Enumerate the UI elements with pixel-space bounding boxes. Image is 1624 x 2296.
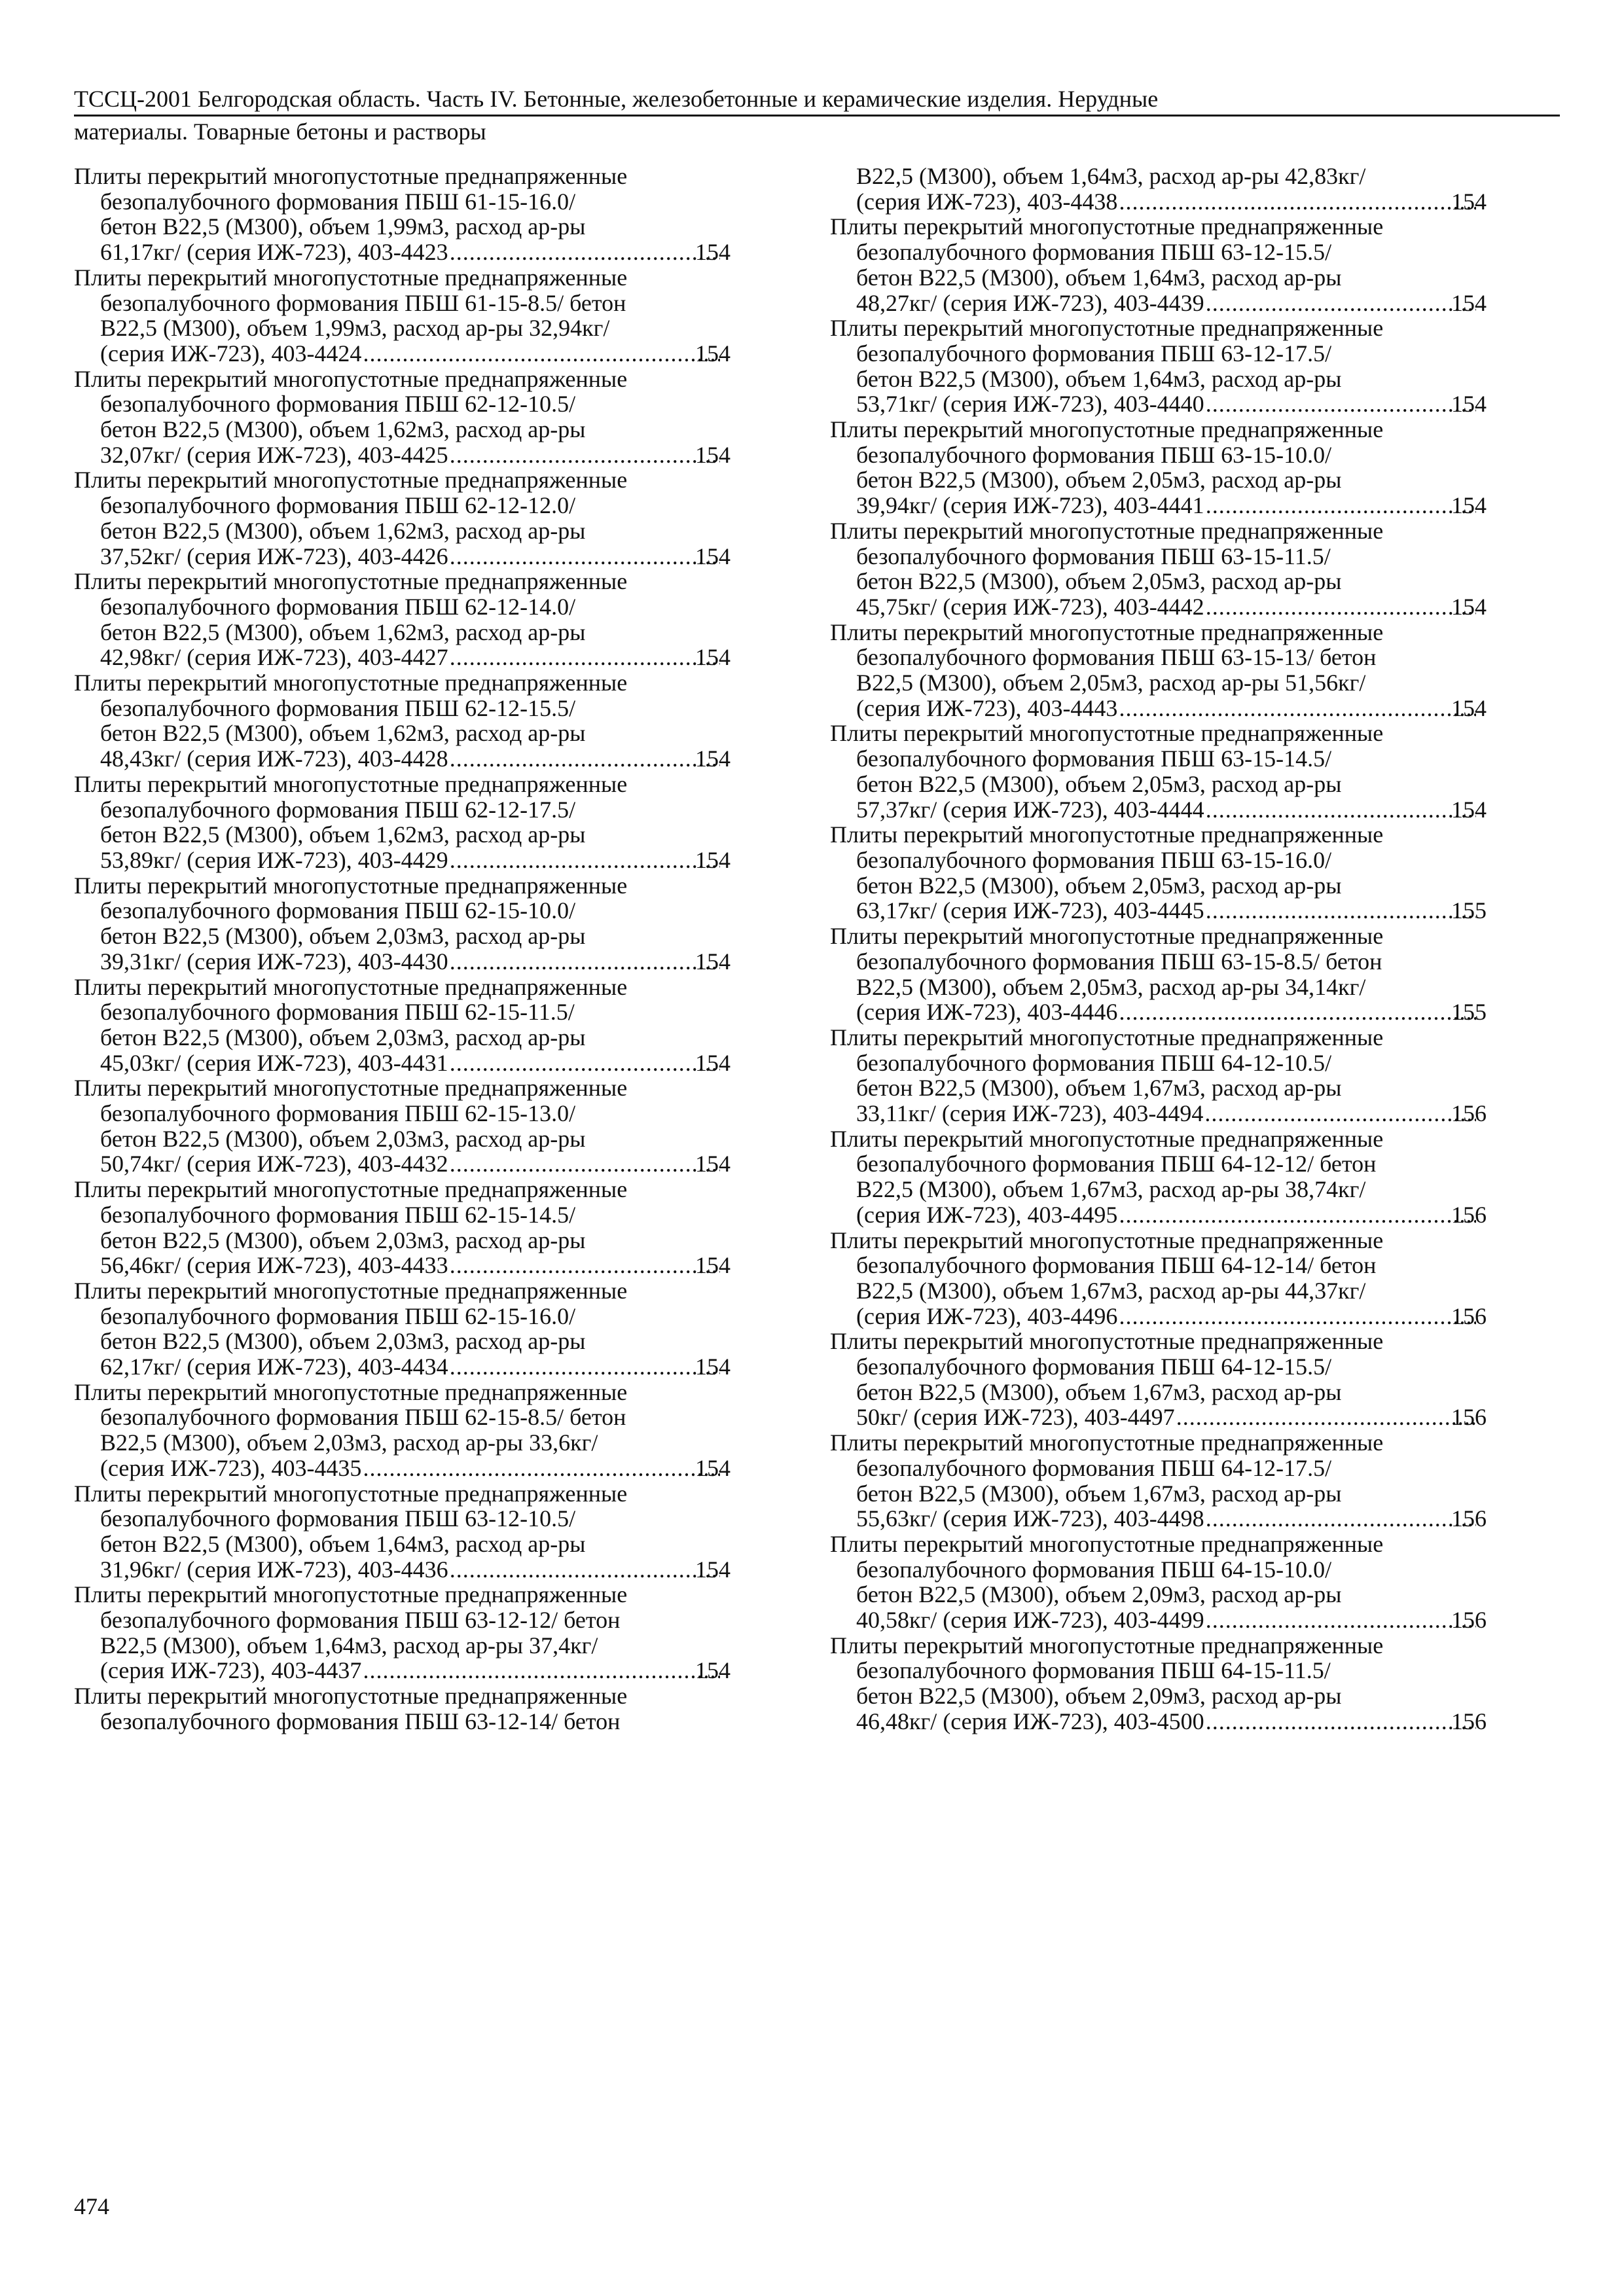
- entry-page-ref: 156: [1451, 1708, 1487, 1734]
- index-entry: [74, 265, 731, 367]
- entry-line: Плиты перекрытий многопустотные преднапряженные: [74, 1075, 628, 1102]
- dot-leader: [1119, 1202, 1476, 1228]
- right-column: [830, 164, 1487, 1734]
- dot-leader: [450, 746, 720, 772]
- entry-text: 50,74кг/ (серия ИЖ-723), 403-4432: [100, 1151, 448, 1177]
- header-line-2: материалы. Товарные бетоны и растворы: [74, 118, 486, 145]
- index-entry: [830, 721, 1487, 822]
- entry-page-ref: 154: [1451, 289, 1487, 316]
- entry-line: бетон В22,5 (М300), объем 2,05м3, расход ар-ры: [856, 467, 1342, 493]
- entry-text: 33,11кг/ (серия ИЖ-723), 403-4494: [856, 1100, 1204, 1127]
- entry-line: безопалубочного формования ПБШ 64-12-15.5/: [856, 1354, 1332, 1380]
- dot-leader: [450, 1151, 720, 1177]
- entry-last-line: [100, 240, 731, 265]
- entry-line: безопалубочного формования ПБШ 63-15-14.5/: [856, 745, 1332, 772]
- index-entry: [830, 822, 1487, 924]
- entry-page-ref: 154: [695, 1354, 731, 1380]
- dot-leader: [1206, 898, 1476, 924]
- entry-page-ref: 154: [695, 340, 731, 367]
- entry-line: безопалубочного формования ПБШ 63-12-17.5/: [856, 340, 1332, 367]
- entry-line: безопалубочного формования ПБШ 62-15-13.0/: [100, 1100, 576, 1127]
- entry-line: безопалубочного формования ПБШ 62-15-14.5/: [100, 1201, 576, 1228]
- index-entry: [830, 315, 1487, 417]
- entry-line: Плиты перекрытий многопустотные преднапряженные: [830, 1125, 1384, 1152]
- dot-leader: [1206, 391, 1476, 417]
- entry-page-ref: 154: [695, 1252, 731, 1279]
- entry-last-line: [100, 1658, 731, 1683]
- entry-line: Плиты перекрытий многопустотные преднапряженные: [74, 365, 628, 392]
- dot-leader: [1206, 594, 1476, 620]
- entry-text: 53,89кг/ (серия ИЖ-723), 403-4429: [100, 846, 448, 873]
- entry-line: Плиты перекрытий многопустотные преднапряженные: [830, 315, 1384, 342]
- entry-line: Плиты перекрытий многопустотные преднапряженные: [830, 416, 1384, 443]
- entry-line: бетон В22,5 (М300), объем 1,62м3, расход ар-ры: [100, 517, 586, 544]
- dot-leader: [450, 442, 720, 468]
- entry-page-ref: 154: [1451, 593, 1487, 620]
- entry-line: В22,5 (М300), объем 2,05м3, расход ар-ры 51,56кг/: [856, 670, 1366, 696]
- entry-last-line: [856, 1304, 1487, 1329]
- entry-line: В22,5 (М300), объем 1,64м3, расход ар-ры 37,4кг/: [100, 1632, 598, 1659]
- entry-text: 46,48кг/ (серия ИЖ-723), 403-4500: [856, 1708, 1204, 1734]
- entry-last-line: [856, 291, 1487, 316]
- entry-line: В22,5 (М300), объем 1,67м3, расход ар-ры 38,74кг/: [856, 1176, 1366, 1203]
- dot-leader: [450, 544, 720, 569]
- entry-text: 62,17кг/ (серия ИЖ-723), 403-4434: [100, 1354, 448, 1380]
- entry-line: бетон В22,5 (М300), объем 2,03м3, расход ар-ры: [100, 923, 586, 950]
- page-number: 474: [74, 2193, 109, 2219]
- entry-text: 48,27кг/ (серия ИЖ-723), 403-4439: [856, 289, 1204, 316]
- index-entry: [74, 164, 731, 265]
- entry-last-line: [856, 696, 1487, 721]
- entry-last-line: [100, 645, 731, 670]
- entry-page-ref: 154: [695, 644, 731, 671]
- entry-last-line: [856, 1101, 1487, 1126]
- entry-last-line: [100, 1354, 731, 1380]
- entry-line: бетон В22,5 (М300), объем 1,62м3, расход ар-ры: [100, 821, 586, 848]
- dot-leader: [1206, 1709, 1476, 1734]
- entry-text: (серия ИЖ-723), 403-4435: [100, 1454, 362, 1481]
- dot-leader: [450, 949, 720, 975]
- entry-text: (серия ИЖ-723), 403-4495: [856, 1201, 1118, 1228]
- entry-line: В22,5 (М300), объем 1,99м3, расход ар-ры 32,94кг/: [100, 315, 610, 342]
- entry-last-line: [100, 1050, 731, 1076]
- dot-leader: [1206, 291, 1476, 316]
- dot-leader: [1206, 1607, 1476, 1633]
- entry-line: Плиты перекрытий многопустотные преднапряженные: [74, 264, 628, 291]
- index-entry: [74, 1380, 731, 1481]
- index-entry: [830, 620, 1487, 721]
- entry-text: 55,63кг/ (серия ИЖ-723), 403-4498: [856, 1505, 1204, 1532]
- entry-last-line: [856, 594, 1487, 620]
- entry-line: бетон В22,5 (М300), объем 1,62м3, расход ар-ры: [100, 720, 586, 747]
- index-entry: [74, 367, 731, 468]
- entry-line: бетон В22,5 (М300), объем 2,05м3, расход ар-ры: [856, 568, 1342, 595]
- entry-last-line: [100, 1253, 731, 1278]
- entry-line: безопалубочного формования ПБШ 62-15-16.0/: [100, 1302, 576, 1329]
- entry-line: безопалубочного формования ПБШ 62-15-8.5/ бетон: [100, 1404, 626, 1431]
- dot-leader: [1204, 1101, 1476, 1126]
- index-entry: [830, 1633, 1487, 1734]
- entry-line: Плиты перекрытий многопустотные преднапряженные: [830, 1429, 1384, 1456]
- index-entry: [830, 1430, 1487, 1532]
- entry-line: безопалубочного формования ПБШ 63-12-10.5/: [100, 1505, 576, 1532]
- entry-line: бетон В22,5 (М300), объем 2,05м3, расход ар-ры: [856, 872, 1342, 899]
- dot-leader: [1119, 999, 1476, 1025]
- entry-page-ref: 155: [1451, 999, 1487, 1026]
- entry-line: безопалубочного формования ПБШ 62-12-10.5/: [100, 391, 576, 418]
- entry-last-line: [856, 391, 1487, 417]
- entry-line: безопалубочного формования ПБШ 63-15-10.0/: [856, 441, 1332, 468]
- entry-line: Плиты перекрытий многопустотные преднапряженные: [74, 770, 628, 797]
- entry-line: В22,5 (М300), объем 2,03м3, расход ар-ры 33,6кг/: [100, 1429, 598, 1456]
- entry-line: Плиты перекрытий многопустотные преднапряженные: [74, 1277, 628, 1304]
- entry-last-line: [856, 1709, 1487, 1734]
- entry-text: 31,96кг/ (серия ИЖ-723), 403-4436: [100, 1556, 448, 1583]
- entry-line: Плиты перекрытий многопустотные преднапряженные: [74, 1581, 628, 1608]
- index-entry: [830, 417, 1487, 518]
- index-entry: [830, 1126, 1487, 1228]
- entry-line: безопалубочного формования ПБШ 63-15-8.5/ бетон: [856, 948, 1382, 975]
- entry-page-ref: 154: [695, 1151, 731, 1177]
- entry-line: безопалубочного формования ПБШ 64-12-10.5/: [856, 1049, 1332, 1076]
- entry-page-ref: 154: [695, 745, 731, 772]
- entry-line: Плиты перекрытий многопустотные преднапряженные: [74, 973, 628, 1000]
- index-entry-continuation: [830, 164, 1487, 214]
- entry-page-ref: 154: [1451, 492, 1487, 519]
- entry-line: Плиты перекрытий многопустотные преднапряженные: [830, 213, 1384, 240]
- entry-page-ref: 154: [695, 1556, 731, 1583]
- entry-line: В22,5 (М300), объем 1,64м3, расход ар-ры 42,83кг/: [856, 163, 1366, 189]
- entry-text: (серия ИЖ-723), 403-4424: [100, 340, 362, 367]
- dot-leader: [363, 1658, 720, 1683]
- index-entry: [74, 975, 731, 1076]
- dot-leader: [450, 240, 720, 265]
- entry-line: бетон В22,5 (М300), объем 1,67м3, расход ар-ры: [856, 1075, 1342, 1102]
- entry-line: бетон В22,5 (М300), объем 2,09м3, расход ар-ры: [856, 1683, 1342, 1710]
- index-entry: [830, 1532, 1487, 1633]
- entry-line: безопалубочного формования ПБШ 63-12-15.5/: [856, 239, 1332, 266]
- entry-line: безопалубочного формования ПБШ 63-15-11.5/: [856, 543, 1331, 569]
- entry-page-ref: 154: [695, 1049, 731, 1076]
- entry-text: 48,43кг/ (серия ИЖ-723), 403-4428: [100, 745, 448, 772]
- entry-line: безопалубочного формования ПБШ 64-12-14/ бетон: [856, 1252, 1377, 1279]
- index-entry: [830, 518, 1487, 620]
- entry-line: бетон В22,5 (М300), объем 1,64м3, расход ар-ры: [856, 365, 1342, 392]
- entry-line: Плиты перекрытий многопустотные преднапряженные: [74, 1378, 628, 1405]
- entry-page-ref: 154: [695, 846, 731, 873]
- index-entry: [74, 1177, 731, 1278]
- entry-last-line: [856, 189, 1487, 215]
- dot-leader: [450, 848, 720, 873]
- entry-page-ref: 156: [1451, 1100, 1487, 1127]
- entry-line: безопалубочного формования ПБШ 63-12-14/ бетон: [100, 1708, 621, 1734]
- entry-line: безопалубочного формования ПБШ 63-12-12/ бетон: [100, 1607, 621, 1634]
- entry-line: В22,5 (М300), объем 2,05м3, расход ар-ры 34,14кг/: [856, 973, 1366, 1000]
- dot-leader: [1206, 1506, 1476, 1532]
- index-entry: [830, 1329, 1487, 1430]
- entry-last-line: [100, 544, 731, 569]
- entry-last-line: [856, 1607, 1487, 1633]
- entry-text: (серия ИЖ-723), 403-4446: [856, 999, 1118, 1026]
- index-entry: [74, 1683, 731, 1734]
- entry-line: Плиты перекрытий многопустотные преднапряженные: [830, 1328, 1384, 1355]
- entry-line: безопалубочного формования ПБШ 64-15-11.5/: [856, 1657, 1331, 1684]
- entry-last-line: [100, 1151, 731, 1177]
- entry-text: 45,03кг/ (серия ИЖ-723), 403-4431: [100, 1049, 448, 1076]
- entry-last-line: [856, 1405, 1487, 1430]
- dot-leader: [363, 1456, 720, 1481]
- entry-page-ref: 154: [695, 543, 731, 569]
- entry-page-ref: 155: [1451, 897, 1487, 924]
- entry-text: 39,94кг/ (серия ИЖ-723), 403-4441: [856, 492, 1204, 519]
- entry-line: бетон В22,5 (М300), объем 1,67м3, расход ар-ры: [856, 1480, 1342, 1507]
- header-line-1: ТССЦ-2001 Белгородская область. Часть IV. Бетонные, железобетонные и керамические изделия. Нерудные: [74, 86, 1159, 112]
- entry-line: Плиты перекрытий многопустотные преднапряженные: [830, 1530, 1384, 1557]
- entry-line: безопалубочного формования ПБШ 62-15-11.5/: [100, 999, 575, 1026]
- dot-leader: [450, 1253, 720, 1278]
- entry-page-ref: 156: [1451, 1404, 1487, 1431]
- entry-page-ref: 154: [1451, 796, 1487, 823]
- index-entry: [830, 1025, 1487, 1126]
- dot-leader: [450, 1557, 720, 1583]
- entry-line: Плиты перекрытий многопустотные преднапряженные: [74, 1480, 628, 1507]
- entry-line: безопалубочного формования ПБШ 62-12-14.0/: [100, 593, 576, 620]
- entry-text: 57,37кг/ (серия ИЖ-723), 403-4444: [856, 796, 1204, 823]
- entry-text: (серия ИЖ-723), 403-4437: [100, 1657, 362, 1684]
- entry-line: бетон В22,5 (М300), объем 2,09м3, расход ар-ры: [856, 1581, 1342, 1608]
- entry-line: бетон В22,5 (М300), объем 2,03м3, расход ар-ры: [100, 1227, 586, 1253]
- entry-line: Плиты перекрытий многопустотные преднапряженные: [830, 517, 1384, 544]
- dot-leader: [1206, 493, 1476, 518]
- entry-line: безопалубочного формования ПБШ 64-12-12/ бетон: [856, 1151, 1377, 1177]
- index-entry: [74, 873, 731, 975]
- entry-last-line: [100, 949, 731, 975]
- entry-line: безопалубочного формования ПБШ 63-15-13/ бетон: [856, 644, 1377, 671]
- entry-line: Плиты перекрытий многопустотные преднапряженные: [830, 821, 1384, 848]
- entry-line: бетон В22,5 (М300), объем 2,03м3, расход ар-ры: [100, 1328, 586, 1355]
- index-entry: [74, 772, 731, 873]
- index-entry: [74, 1481, 731, 1583]
- entry-page-ref: 154: [1451, 694, 1487, 721]
- index-entry: [74, 467, 731, 569]
- entry-line: безопалубочного формования ПБШ 63-15-16.0/: [856, 846, 1332, 873]
- entry-text: 53,71кг/ (серия ИЖ-723), 403-4440: [856, 391, 1204, 418]
- entry-text: (серия ИЖ-723), 403-4443: [856, 694, 1118, 721]
- entry-line: бетон В22,5 (М300), объем 2,03м3, расход ар-ры: [100, 1024, 586, 1050]
- entry-line: безопалубочного формования ПБШ 64-15-10.0/: [856, 1556, 1332, 1583]
- entry-last-line: [856, 493, 1487, 518]
- entry-page-ref: 156: [1451, 1505, 1487, 1532]
- entry-text: (серия ИЖ-723), 403-4496: [856, 1302, 1118, 1329]
- index-entry: [74, 569, 731, 670]
- dot-leader: [1206, 797, 1476, 823]
- entry-page-ref: 156: [1451, 1607, 1487, 1634]
- entry-last-line: [100, 746, 731, 772]
- entry-line: бетон В22,5 (М300), объем 1,64м3, расход ар-ры: [100, 1530, 586, 1557]
- entry-line: Плиты перекрытий многопустотные преднапряженные: [74, 670, 628, 696]
- index-entry: [830, 214, 1487, 315]
- entry-line: бетон В22,5 (М300), объем 1,62м3, расход ар-ры: [100, 619, 586, 645]
- entry-page-ref: 154: [695, 1657, 731, 1684]
- index-entry: [74, 1075, 731, 1177]
- entry-text: 39,31кг/ (серия ИЖ-723), 403-4430: [100, 948, 448, 975]
- entry-line: Плиты перекрытий многопустотные преднапряженные: [830, 923, 1384, 950]
- entry-last-line: [856, 797, 1487, 823]
- entry-text: 37,52кг/ (серия ИЖ-723), 403-4426: [100, 543, 448, 569]
- dot-leader: [363, 341, 720, 367]
- index-entry: [74, 1582, 731, 1683]
- entry-line: Плиты перекрытий многопустотные преднапряженные: [830, 1632, 1384, 1659]
- entry-line: бетон В22,5 (М300), объем 1,67м3, расход ар-ры: [856, 1378, 1342, 1405]
- entry-last-line: [100, 848, 731, 873]
- entry-last-line: [856, 999, 1487, 1025]
- entry-last-line: [856, 1506, 1487, 1532]
- dot-leader: [1176, 1405, 1476, 1430]
- page-header: [74, 84, 1560, 145]
- entry-line: Плиты перекрытий многопустотные преднапряженные: [74, 467, 628, 493]
- entry-line: Плиты перекрытий многопустотные преднапряженные: [830, 619, 1384, 645]
- entry-line: безопалубочного формования ПБШ 62-12-15.5/: [100, 694, 576, 721]
- entry-line: безопалубочного формования ПБШ 62-12-17.5/: [100, 796, 576, 823]
- entry-last-line: [100, 1557, 731, 1583]
- entry-line: Плиты перекрытий многопустотные преднапряженные: [830, 1227, 1384, 1253]
- entry-page-ref: 154: [1451, 391, 1487, 418]
- entry-last-line: [100, 341, 731, 367]
- entry-line: Плиты перекрытий многопустотные преднапряженные: [830, 720, 1384, 747]
- index-entry: [74, 670, 731, 772]
- entry-line: безопалубочного формования ПБШ 61-15-16.0/: [100, 188, 576, 215]
- entry-page-ref: 156: [1451, 1201, 1487, 1228]
- entry-last-line: [856, 1202, 1487, 1228]
- entry-line: бетон В22,5 (М300), объем 1,64м3, расход ар-ры: [856, 264, 1342, 291]
- entry-line: Плиты перекрытий многопустотные преднапряженные: [74, 872, 628, 899]
- entry-line: безопалубочного формования ПБШ 62-12-12.0/: [100, 492, 576, 519]
- entry-text: 45,75кг/ (серия ИЖ-723), 403-4442: [856, 593, 1204, 620]
- entry-text: 63,17кг/ (серия ИЖ-723), 403-4445: [856, 897, 1204, 924]
- entry-line: безопалубочного формования ПБШ 62-15-10.0/: [100, 897, 576, 924]
- entry-text: 32,07кг/ (серия ИЖ-723), 403-4425: [100, 441, 448, 468]
- entry-line: Плиты перекрытий многопустотные преднапряженные: [74, 1176, 628, 1203]
- entry-page-ref: 154: [695, 441, 731, 468]
- entry-page-ref: 154: [695, 1454, 731, 1481]
- entry-line: Плиты перекрытий многопустотные преднапряженные: [74, 163, 628, 189]
- entry-page-ref: 154: [695, 948, 731, 975]
- entry-line: бетон В22,5 (М300), объем 2,03м3, расход ар-ры: [100, 1125, 586, 1152]
- dot-leader: [450, 645, 720, 670]
- index-entry: [830, 1228, 1487, 1329]
- entry-last-line: [856, 898, 1487, 924]
- entry-last-line: [100, 442, 731, 468]
- left-column: [74, 164, 731, 1734]
- entry-line: бетон В22,5 (М300), объем 1,62м3, расход ар-ры: [100, 416, 586, 443]
- dot-leader: [450, 1050, 720, 1076]
- entry-line: Плиты перекрытий многопустотные преднапряженные: [74, 1683, 628, 1710]
- entry-line: безопалубочного формования ПБШ 61-15-8.5/ бетон: [100, 289, 626, 316]
- entry-text: 42,98кг/ (серия ИЖ-723), 403-4427: [100, 644, 448, 671]
- entry-line: В22,5 (М300), объем 1,67м3, расход ар-ры 44,37кг/: [856, 1277, 1366, 1304]
- entry-line: бетон В22,5 (М300), объем 1,99м3, расход ар-ры: [100, 213, 586, 240]
- dot-leader: [1119, 696, 1476, 721]
- entry-line: бетон В22,5 (М300), объем 2,05м3, расход ар-ры: [856, 770, 1342, 797]
- entry-last-line: [100, 1456, 731, 1481]
- entry-page-ref: 154: [695, 239, 731, 266]
- entry-line: Плиты перекрытий многопустотные преднапряженные: [830, 1024, 1384, 1050]
- index-entry: [830, 924, 1487, 1025]
- entry-page-ref: 154: [1451, 188, 1487, 215]
- entry-text: 40,58кг/ (серия ИЖ-723), 403-4499: [856, 1607, 1204, 1634]
- dot-leader: [1119, 1304, 1476, 1329]
- entry-line: Плиты перекрытий многопустотные преднапряженные: [74, 568, 628, 595]
- index-entry: [74, 1278, 731, 1380]
- dot-leader: [450, 1354, 720, 1380]
- entry-text: (серия ИЖ-723), 403-4438: [856, 188, 1118, 215]
- entry-text: 61,17кг/ (серия ИЖ-723), 403-4423: [100, 239, 448, 266]
- entry-page-ref: 156: [1451, 1302, 1487, 1329]
- entry-text: 50кг/ (серия ИЖ-723), 403-4497: [856, 1404, 1175, 1431]
- entry-line: безопалубочного формования ПБШ 64-12-17.5/: [856, 1454, 1332, 1481]
- dot-leader: [1119, 189, 1476, 215]
- entry-text: 56,46кг/ (серия ИЖ-723), 403-4433: [100, 1252, 448, 1279]
